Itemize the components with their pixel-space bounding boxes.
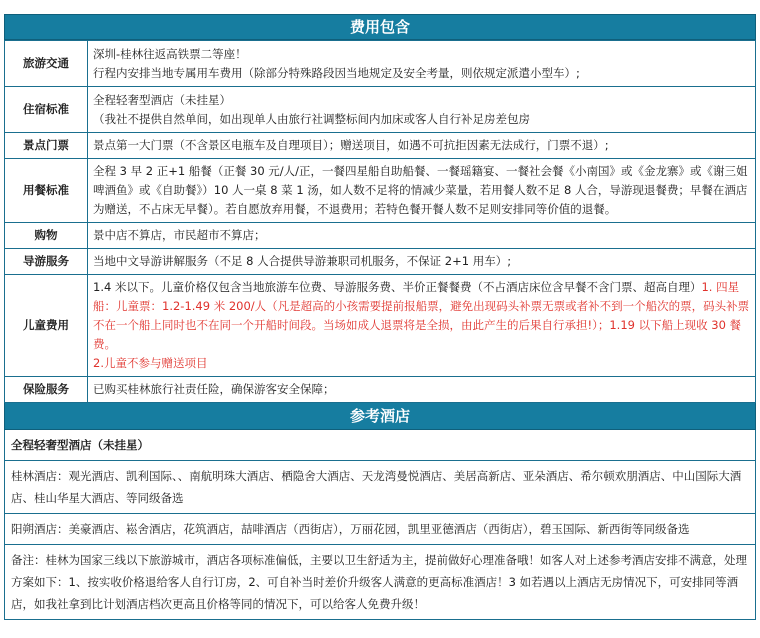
table-row: [5, 223, 756, 249]
table-row: [5, 133, 756, 159]
child-note-text: 2.儿童不参与赠送项目: [93, 356, 208, 370]
row-label: 用餐标准: [5, 159, 88, 223]
row-line: 深圳-桂林往返高铁票二等座！: [93, 46, 247, 61]
table-row: [5, 249, 756, 275]
child-fee-text: 1.4 米以下。儿童价格仅包含当地旅游车位费、导游服务费、半价正餐餐费（不占酒店床位含早餐不含门票、超高自理）: [93, 280, 702, 294]
hotel-remarks: 备注：桂林为国家三线以下旅游城市，酒店各项标准偏低，主要以卫生舒适为主，提前做好心理准备哦！如客人对上述参考酒店安排不满意，处理方案如下：1、按实收价格退给客人自行订房，2、可自补当时差价升级客人满意的更高标准酒店！3 如若遇以上酒店无房情况下，可安排同等酒店，如我社拿到比计划酒店档次更高且价格等同的情况下，可以给客人免费升级！: [5, 544, 755, 619]
row-content: [88, 41, 756, 87]
hotel-list: [4, 430, 756, 620]
row-content: 当地中文导游讲解服务（不足 8 人合提供导游兼职司机服务，不保证 2+1 用车）;: [88, 249, 756, 275]
table-row: [5, 87, 756, 133]
table-row: [5, 41, 756, 87]
row-label: 旅游交通: [5, 41, 88, 87]
guilin-hotels: 桂林酒店：观光酒店、凯利国际、、南航明珠大酒店、栖隐舍大酒店、天龙湾曼悦酒店、美居高新店、亚朵酒店、希尔顿欢朋酒店、中山国际大酒店、桂山华星大酒店、等同级备选: [5, 460, 755, 513]
cost-table: [4, 40, 756, 403]
row-content: 景点第一大门票（不含景区电瓶车及自理项目）；赠送项目，如遇不可抗拒因素无法成行，门票不退）;: [88, 133, 756, 159]
row-label: 导游服务: [5, 249, 88, 275]
row-label: 购物: [5, 223, 88, 249]
row-content: 景中店不算店，市民超市不算店；: [88, 223, 756, 249]
row-label: 景点门票: [5, 133, 88, 159]
table-row: [5, 377, 756, 403]
hotel-standard: 全程轻奢型酒店（未挂星）: [11, 438, 149, 452]
itinerary-document: [4, 14, 756, 620]
row-line: 行程内安排当地专属用车费用（除部分特殊路段因当地规定及安全考量，则依规定派遣小型车）;: [93, 65, 580, 80]
cost-section-title: 费用包含: [4, 14, 756, 40]
hotel-section-title: 参考酒店: [4, 403, 756, 430]
row-content: 已购买桂林旅行社责任险，确保游客安全保障；: [88, 377, 756, 403]
row-content: 全程 3 早 2 正+1 船餐（正餐 30 元/人/正，一餐四星船自助船餐、一餐瑶籍宴、一餐社会餐《小南国》或《金龙寨》或《谢三姐啤酒鱼》或《自助餐》）10 人一桌 8 菜 1 汤，如人数不足将的情减少菜量，若用餐人数不足 8 人合，导游现退餐费；早餐在酒店为赠送，不占床无早餐）。若自愿放弃用餐，不退费用；若特色餐开餐人数不足则安排同等价值的退餐。: [88, 159, 756, 223]
child-boat-fee-text: 1. 四星船：儿童票：1.2-1.49 米 200/人（凡是超高的小孩需要提前报船票，避免出现码头补票无票或者补不到一个船次的票，码头补票不在一个船上同时也不在同一个开船时间段。当场如成人退票将是全损，由此产生的后果自行承担!）；1.19 以下船上现收 30 餐费。: [93, 280, 750, 351]
row-label: 保险服务: [5, 377, 88, 403]
yangshuo-hotels: 阳朔酒店：美豪酒店、崧舍酒店，花筑酒店，喆啡酒店（西街店），万丽花园，凯里亚德酒店（西街店），碧玉国际、新西街等同级备选: [5, 513, 755, 544]
row-line: （我社不提供自然单间，如出现单人由旅行社调整标间内加床或客人自行补足房差包房: [93, 111, 530, 126]
row-content: [88, 87, 756, 133]
row-line: 全程轻奢型酒店（未挂星）: [93, 92, 231, 107]
row-content: [88, 275, 756, 377]
row-label: 儿童费用: [5, 275, 88, 377]
row-label: 住宿标准: [5, 87, 88, 133]
table-row: [5, 159, 756, 223]
table-row: [5, 275, 756, 377]
